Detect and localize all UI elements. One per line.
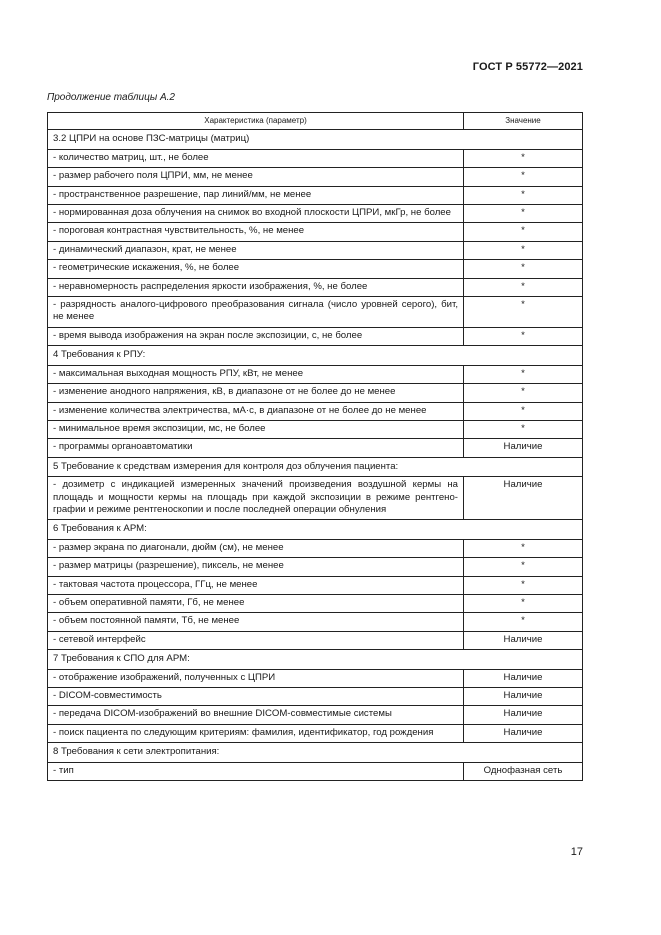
value-cell: * (464, 297, 583, 328)
table-row (48, 724, 583, 742)
table-row (48, 539, 583, 557)
value-cell: Наличие (464, 477, 583, 520)
table-row (48, 365, 583, 383)
parameter-cell: - тактовая частота процессора, ГГц, не менее (48, 576, 464, 594)
table-row (48, 762, 583, 780)
parameter-cell: - поиск пациента по следующим критериям: фамилия, идентификатор, год рождения (48, 724, 464, 742)
page-number: 17 (570, 846, 583, 858)
value-cell: * (464, 186, 583, 204)
table-header-row (48, 113, 583, 130)
value-cell: Наличие (464, 669, 583, 687)
section-title: 3.2 ЦПРИ на основе ПЗС-матрицы (матриц) (48, 130, 583, 149)
parameter-cell: - пороговая контрастная чувствительность, %, не менее (48, 223, 464, 241)
value-cell: * (464, 539, 583, 557)
parameter-cell: - тип (48, 762, 464, 780)
parameter-cell: - отображение изображений, полученных с ЦПРИ (48, 669, 464, 687)
value-cell: * (464, 613, 583, 631)
table-row (48, 327, 583, 345)
table-row (48, 594, 583, 612)
table-row (48, 576, 583, 594)
table-row (48, 439, 583, 457)
table-row (48, 420, 583, 438)
parameter-cell: - пространственное разрешение, пар линий/мм, не менее (48, 186, 464, 204)
parameter-cell: - изменение анодного напряжения, кВ, в диапазоне от не более до не менее (48, 384, 464, 402)
value-cell: * (464, 402, 583, 420)
table-row (48, 168, 583, 186)
parameter-cell: - время вывода изображения на экран после экспозиции, с, не более (48, 327, 464, 345)
table-row (48, 706, 583, 724)
table-row (48, 402, 583, 420)
section-row (48, 520, 583, 539)
table-row (48, 149, 583, 167)
parameter-cell: - нормированная доза облучения на снимок во входной плоскости ЦПРИ, мкГр, не более (48, 205, 464, 223)
section-row (48, 130, 583, 149)
value-cell: * (464, 241, 583, 259)
parameter-cell: - количество матриц, шт., не более (48, 149, 464, 167)
parameter-cell: - размер матрицы (разрешение), пиксель, не менее (48, 558, 464, 576)
table-row (48, 278, 583, 296)
table-row (48, 260, 583, 278)
parameter-cell: - передача DICOM-изображений во внешние DICOM-совместимые системы (48, 706, 464, 724)
value-cell: Наличие (464, 688, 583, 706)
parameter-cell: - сетевой интерфейс (48, 631, 464, 649)
section-row (48, 743, 583, 762)
parameter-cell: - геометрические искажения, %, не более (48, 260, 464, 278)
value-cell: * (464, 223, 583, 241)
parameter-cell: - объем оперативной памяти, Гб, не менее (48, 594, 464, 612)
value-cell: * (464, 594, 583, 612)
section-row (48, 650, 583, 669)
value-cell: Наличие (464, 706, 583, 724)
column-header-value: Значение (464, 113, 583, 130)
value-cell: Наличие (464, 724, 583, 742)
value-cell: * (464, 576, 583, 594)
parameter-cell: - дозиметр с индикацией измеренных значений произведения воздушной кермы на площадь и мощности кермы на площадь при каждой экспозиции в режиме рентгенографии и режиме рентгеноскопии и после последней операции обнуления (48, 477, 464, 520)
table-row (48, 297, 583, 328)
value-cell: * (464, 168, 583, 186)
parameter-cell: - размер рабочего поля ЦПРИ, мм, не менее (48, 168, 464, 186)
parameter-cell: - DICOM-совместимость (48, 688, 464, 706)
value-cell: * (464, 365, 583, 383)
section-row (48, 457, 583, 476)
value-cell: * (464, 420, 583, 438)
parameter-cell: - разрядность аналого-цифрового преобразования сигнала (число уровней серого), бит, не менее (48, 297, 464, 328)
section-title: 4 Требования к РПУ: (48, 346, 583, 365)
section-title: 8 Требования к сети электропитания: (48, 743, 583, 762)
table-row (48, 205, 583, 223)
table-row (48, 613, 583, 631)
table-row (48, 631, 583, 649)
table-row (48, 669, 583, 687)
value-cell: * (464, 384, 583, 402)
table-row (48, 477, 583, 520)
parameter-cell: - неравномерность распределения яркости изображения, %, не более (48, 278, 464, 296)
column-header-parameter: Характеристика (параметр) (48, 113, 464, 130)
parameter-cell: - максимальная выходная мощность РПУ, кВт, не менее (48, 365, 464, 383)
parameter-cell: - объем постоянной памяти, Тб, не менее (48, 613, 464, 631)
value-cell: * (464, 278, 583, 296)
standard-code: ГОСТ Р 55772—2021 (472, 61, 583, 73)
section-title: 7 Требования к СПО для АРМ: (48, 650, 583, 669)
parameter-cell: - изменение количества электричества, мА·с, в диапазоне от не более до не менее (48, 402, 464, 420)
parameter-cell: - динамический диапазон, крат, не менее (48, 241, 464, 259)
value-cell: * (464, 205, 583, 223)
table-caption: Продолжение таблицы А.2 (47, 92, 175, 103)
value-cell: * (464, 558, 583, 576)
section-title: 6 Требования к АРМ: (48, 520, 583, 539)
value-cell: * (464, 327, 583, 345)
parameter-cell: - минимальное время экспозиции, мс, не более (48, 420, 464, 438)
table-row (48, 558, 583, 576)
value-cell: * (464, 149, 583, 167)
table-row (48, 223, 583, 241)
value-cell: Однофазная сеть (464, 762, 583, 780)
parameter-cell: - размер экрана по диагонали, дюйм (см), не менее (48, 539, 464, 557)
table-row (48, 688, 583, 706)
section-row (48, 346, 583, 365)
table-row (48, 384, 583, 402)
value-cell: Наличие (464, 439, 583, 457)
table-row (48, 186, 583, 204)
table-row (48, 241, 583, 259)
value-cell: Наличие (464, 631, 583, 649)
specification-table (47, 112, 583, 781)
table-body (48, 130, 583, 781)
parameter-cell: - программы органоавтоматики (48, 439, 464, 457)
section-title: 5 Требование к средствам измерения для контроля доз облучения пациента: (48, 457, 583, 476)
value-cell: * (464, 260, 583, 278)
